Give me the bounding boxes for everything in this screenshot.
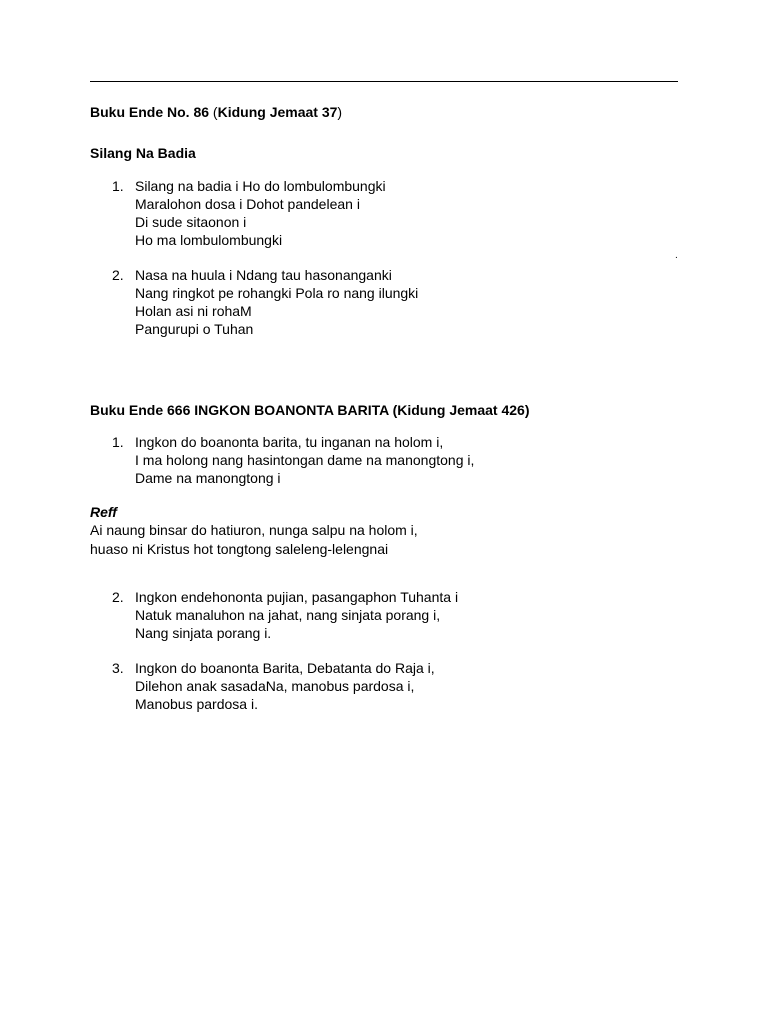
song1-name: Silang Na Badia xyxy=(90,145,196,161)
song1-title-ref: Kidung Jemaat 37 xyxy=(217,104,338,120)
song1-verse2-number: 2. xyxy=(112,267,124,283)
song2-verse3-number: 3. xyxy=(112,660,124,676)
song2-verse3-line2: Dilehon anak sasadaNa, manobus pardosa i, xyxy=(135,678,415,694)
song1-close-paren: ) xyxy=(337,104,343,120)
song1-title-prefix: Buku Ende No. 86 xyxy=(90,104,210,120)
song2-title: Buku Ende 666 INGKON BOANONTA BARITA (Kidung Jemaat 426) xyxy=(90,402,530,418)
song2-verse2-line1: Ingkon endehononta pujian, pasangaphon Tuhanta i xyxy=(135,589,459,605)
song2-verse1-line2: I ma holong nang hasintongan dame na manongtong i, xyxy=(135,452,475,468)
song1-verse2-line4: Pangurupi o Tuhan xyxy=(135,321,254,337)
song1-verse1-number: 1. xyxy=(112,178,124,194)
song1-verse2-line1: Nasa na huula i Ndang tau hasonanganki xyxy=(135,267,392,283)
song1-verse1-line4: Ho ma lombulombungki xyxy=(135,232,283,248)
song2-verse2-line2: Natuk manaluhon na jahat, nang sinjata porang i, xyxy=(135,607,441,623)
song2-verse1-number: 1. xyxy=(112,434,124,450)
refrain-line2: huaso ni Kristus hot tongtong saleleng-lelengnai xyxy=(90,541,389,557)
song2-verse3-line3: Manobus pardosa i. xyxy=(135,696,258,712)
song2-verse2-line3: Nang sinjata porang i. xyxy=(135,625,272,641)
song1-verse1-line2: Maralohon dosa i Dohot pandelean i xyxy=(135,196,360,212)
refrain-line1: Ai naung binsar do hatiuron, nunga salpu na holom i, xyxy=(90,522,418,538)
song2-verse1-line3: Dame na manongtong i xyxy=(135,470,281,486)
song1-heading xyxy=(90,103,342,121)
song1-verse1-line1: Silang na badia i Ho do lombulombungki xyxy=(135,178,386,194)
song1-open-paren: ( xyxy=(209,104,218,120)
song2-verse3-line1: Ingkon do boanonta Barita, Debatanta do Raja i, xyxy=(135,660,435,676)
song2-verse1-line1: Ingkon do boanonta barita, tu inganan na holom i, xyxy=(135,434,444,450)
stray-mark: . xyxy=(675,250,678,261)
song1-verse2-line3: Holan asi ni rohaM xyxy=(135,303,252,319)
song1-verse2-line2: Nang ringkot pe rohangki Pola ro nang ilungki xyxy=(135,285,419,301)
refrain-label: Reff xyxy=(90,504,117,520)
song2-verse2-number: 2. xyxy=(112,589,124,605)
top-horizontal-rule xyxy=(90,81,678,82)
song1-verse1-line3: Di sude sitaonon i xyxy=(135,214,247,230)
